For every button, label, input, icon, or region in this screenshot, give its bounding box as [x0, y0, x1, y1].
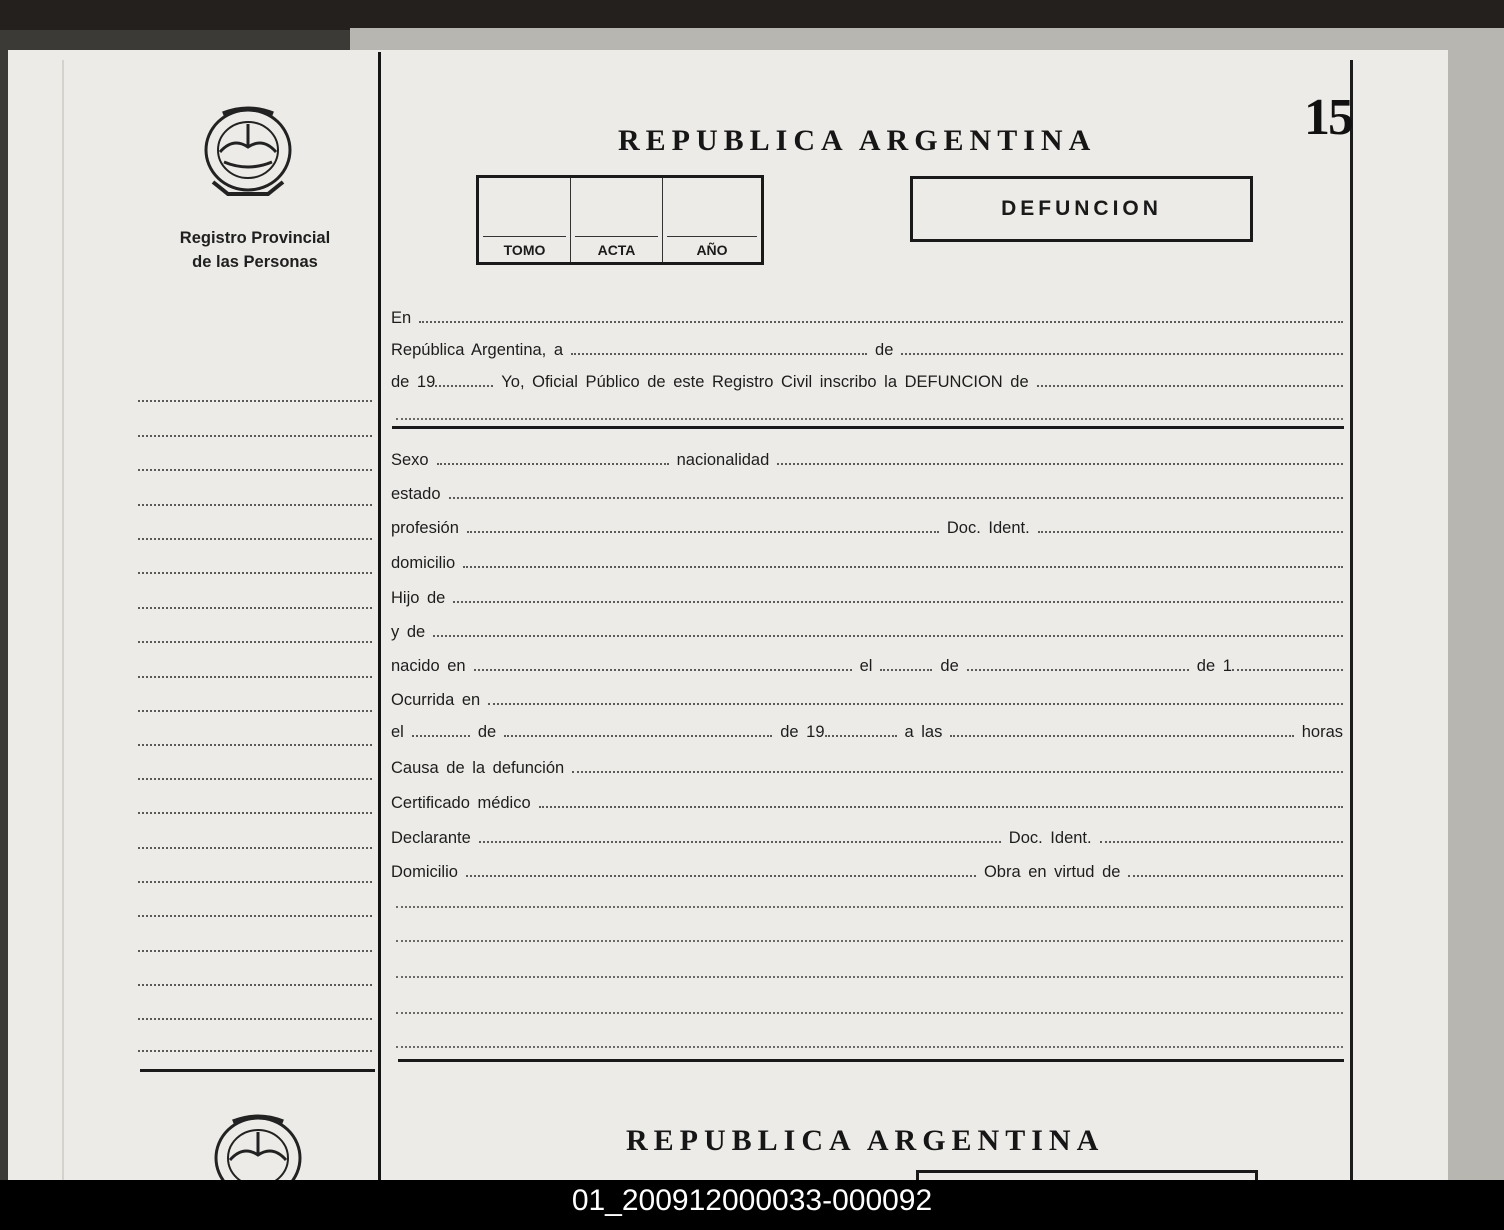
nacionalidad-label: nacionalidad [676, 451, 770, 469]
y-de-field[interactable] [433, 635, 1343, 637]
stub-line [138, 400, 372, 402]
intro-line-2 [391, 334, 1343, 360]
certificado-field[interactable] [539, 806, 1343, 808]
intro-line-1 [391, 302, 1343, 328]
row-estado [391, 478, 1343, 504]
notes-line[interactable] [396, 1046, 1343, 1048]
row-nacido-en [391, 650, 1343, 676]
de-1-label: de 1 [1196, 657, 1232, 675]
row-y-de [391, 616, 1343, 642]
stub-line [138, 744, 372, 746]
section-rule [392, 426, 1344, 429]
stub-line [138, 435, 372, 437]
nacido-en-label: nacido en [391, 657, 466, 675]
doc-ident-label: Doc. Ident. [946, 519, 1030, 537]
death-month-field[interactable] [504, 735, 772, 737]
nacionalidad-field[interactable] [777, 463, 1343, 465]
intro-line-3 [391, 366, 1343, 392]
stub-line [138, 915, 372, 917]
row-causa [391, 752, 1343, 778]
declarante-label: Declarante [391, 829, 471, 847]
stub-organization [160, 226, 350, 274]
estado-field[interactable] [449, 497, 1343, 499]
hijo-de-label: Hijo de [391, 589, 446, 607]
domicilio-label: domicilio [391, 554, 456, 572]
horas-label: horas [1301, 723, 1343, 741]
row-profesion [391, 512, 1343, 538]
stub-line [138, 1018, 372, 1020]
cell-rule [575, 236, 658, 238]
org-line-2: de las Personas [192, 253, 318, 271]
domicilio-label-2: Domicilio [391, 863, 458, 881]
stub-line [138, 607, 372, 609]
de-label: de [875, 341, 894, 359]
death-year-field[interactable] [825, 735, 897, 737]
stub-line [138, 950, 372, 952]
stub-line [138, 469, 372, 471]
death-day-field[interactable] [412, 735, 470, 737]
month-field[interactable] [901, 353, 1343, 355]
org-line-1: Registro Provincial [179, 229, 331, 247]
nacido-en-field[interactable] [474, 669, 852, 671]
y-de-label: y de [391, 623, 426, 641]
image-caption: 01_200912000033-000092 [0, 1180, 1504, 1230]
form-right-border [1350, 60, 1353, 1180]
certificado-label: Certificado médico [391, 794, 531, 812]
doc-ident-label-2: Doc. Ident. [1008, 829, 1092, 847]
sexo-field[interactable] [437, 463, 669, 465]
stub-divider [378, 52, 381, 1180]
notes-line[interactable] [396, 906, 1343, 908]
acta-cell [571, 178, 663, 262]
tomo-label: TOMO [503, 242, 546, 258]
profesion-label: profesión [391, 519, 459, 537]
stub-line [138, 812, 372, 814]
de-label-2: de [477, 723, 497, 741]
profesion-field[interactable] [467, 531, 939, 533]
estado-label: estado [391, 485, 441, 503]
tomo-cell [479, 178, 571, 262]
year-label: de 19 [391, 373, 436, 391]
next-form-title: REPUBLICA ARGENTINA [626, 1124, 1105, 1157]
row-hijo-de [391, 582, 1343, 608]
page-number: 15 [1304, 89, 1352, 146]
el-label: el [859, 657, 873, 675]
form-title: REPUBLICA ARGENTINA [618, 124, 1097, 157]
stub-line [138, 504, 372, 506]
birth-year-field[interactable] [1232, 669, 1343, 671]
row-fecha-defuncion [391, 716, 1343, 742]
hour-field[interactable] [950, 735, 1293, 737]
en-field[interactable] [419, 321, 1343, 323]
stub-line [138, 1050, 372, 1052]
row-certificado [391, 787, 1343, 813]
stub-line [138, 641, 372, 643]
stub-line [138, 847, 372, 849]
stub-line [138, 538, 372, 540]
obra-label: Obra en virtud de [983, 863, 1121, 881]
declarante-doc-field[interactable] [1100, 841, 1343, 843]
cell-rule [483, 236, 566, 238]
de-label: de [940, 657, 959, 675]
hijo-de-field[interactable] [453, 601, 1343, 603]
birth-month-field[interactable] [967, 669, 1189, 671]
next-record-type-box [916, 1170, 1258, 1180]
form-bottom-rule [398, 1059, 1344, 1062]
row-declarante [391, 822, 1343, 848]
row-domicilio-declarante [391, 856, 1343, 882]
causa-field[interactable] [572, 771, 1343, 773]
anio-cell [663, 178, 761, 262]
registry-box [476, 175, 764, 265]
background-top [0, 0, 1504, 30]
stub-line [138, 881, 372, 883]
sexo-label: Sexo [391, 451, 429, 469]
notes-line[interactable] [396, 940, 1343, 942]
cell-rule [667, 236, 757, 238]
day-field[interactable] [571, 353, 867, 355]
en-label: En [391, 309, 412, 327]
record-type-box: DEFUNCION [910, 176, 1253, 242]
obra-field[interactable] [1128, 875, 1343, 877]
year-field[interactable] [435, 385, 493, 387]
inscription-label: Yo, Oficial Público de este Registro Civil inscribo la DEFUNCION de [501, 373, 1029, 391]
declarante-domicilio-field[interactable] [466, 875, 976, 877]
de-19-label: de 19 [780, 723, 825, 741]
stub-line [138, 778, 372, 780]
ocurrida-en-field[interactable] [488, 703, 1343, 705]
provincial-seal-icon-2 [208, 1108, 308, 1180]
anio-label: AÑO [696, 242, 728, 258]
doc-ident-field[interactable] [1038, 531, 1343, 533]
row-ocurrida-en [391, 684, 1343, 710]
row-sexo [391, 444, 1343, 470]
declarante-field[interactable] [479, 841, 1001, 843]
republica-label: República Argentina, a [391, 341, 564, 359]
domicilio-field[interactable] [463, 566, 1343, 568]
stub-line [138, 676, 372, 678]
stub-line [138, 572, 372, 574]
row-domicilio [391, 547, 1343, 573]
stub-line [138, 984, 372, 986]
deceased-name-field[interactable] [1037, 385, 1343, 387]
stub-bottom-rule [140, 1069, 375, 1072]
el-label-2: el [391, 723, 404, 741]
notes-line[interactable] [396, 976, 1343, 978]
deceased-name-field-2[interactable] [396, 418, 1343, 420]
binding-fold [62, 60, 64, 1180]
acta-label: ACTA [597, 242, 636, 258]
provincial-seal-icon [198, 102, 298, 208]
ocurrida-en-label: Ocurrida en [391, 691, 481, 709]
birth-day-field[interactable] [880, 669, 932, 671]
stub-line [138, 710, 372, 712]
a-las-label: a las [904, 723, 943, 741]
causa-label: Causa de la defunción [391, 759, 565, 777]
notes-line[interactable] [396, 1012, 1343, 1014]
